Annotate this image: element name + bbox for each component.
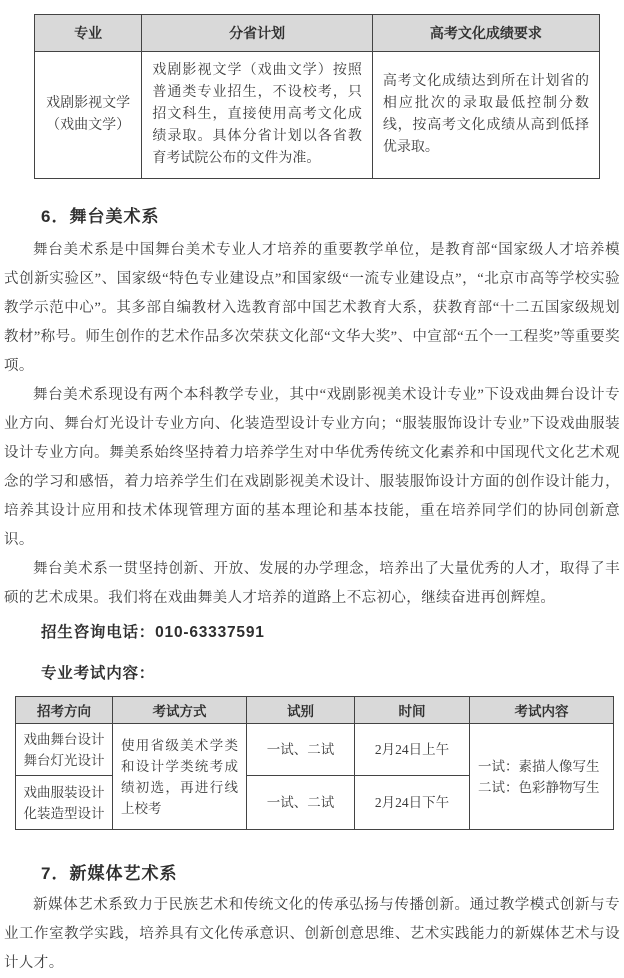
section-6-body <box>4 236 620 613</box>
section-6-paragraph-2: 舞台美术系现设有两个本科教学专业，其中“戏剧影视美术设计专业”下设戏曲舞台设计专业方向、舞台灯光设计专业方向、化装造型设计专业方向；“服装服饰设计专业”下设戏曲服装设计专业方向。舞美系始终坚持着力培养学生对中华优秀传统文化素养和中国现代文化艺术观念的学习和感悟，着力培养学生们在戏剧影视美术设计、服装服饰设计方面的创作设计能力，培养其设计应用和技术体现管理方面的基本理论和基本技能，重在培养同学们的协同创新意识。 <box>4 387 620 548</box>
direction-line: 戏曲舞台设计 <box>23 731 105 747</box>
cell-exam-round-2: 一试、二试 <box>247 776 355 830</box>
cell-time-2: 2月24日下午 <box>355 776 470 830</box>
section-7-paragraph-1: 新媒体艺术系致力于民族艺术和传统文化的传承弘扬与传播创新。通过教学模式创新与专业工作室教学实践，培养具有文化传承意识、创新创意思维、艺术实践能力的新媒体艺术与设计人才。 <box>4 897 620 971</box>
major-name-line1: 戏剧影视文学 <box>46 96 131 111</box>
admission-phone: 招生咨询电话：010-63337591 <box>41 624 265 641</box>
col-header-score-requirement: 高考文化成绩要求 <box>372 15 599 52</box>
col-header-exam-method: 考试方式 <box>113 697 247 724</box>
col-header-provincial-plan: 分省计划 <box>142 15 373 52</box>
col-header-exam-content: 考试内容 <box>470 697 614 724</box>
exam-table-row-1 <box>16 724 614 776</box>
cell-exam-method: 使用省级美术学类和设计学类统考成绩初选，再进行线上校考 <box>113 724 247 830</box>
exam-table-header-row <box>16 697 614 724</box>
cell-direction-2 <box>16 776 113 830</box>
table-row <box>35 52 600 179</box>
cell-exam-round-1: 一试、二试 <box>247 724 355 776</box>
cell-score-requirement: 高考文化成绩达到所在计划省的相应批次的录取最低控制分数线，按高考文化成绩从高到低择优录取。 <box>372 52 599 179</box>
col-header-time: 时间 <box>355 697 470 724</box>
direction-line: 戏曲服装设计 <box>23 784 105 800</box>
provincial-plan-table <box>34 14 600 179</box>
section-6-paragraph-3: 舞台美术系一贯坚持创新、开放、发展的办学理念，培养出了大量优秀的人才，取得了丰硕的艺术成果。我们将在戏曲舞美人才培养的道路上不忘初心，继续奋进再创辉煌。 <box>4 561 620 606</box>
col-header-direction: 招考方向 <box>16 697 113 724</box>
cell-time-1: 2月24日上午 <box>355 724 470 776</box>
section-6-title: 6．舞台美术系 <box>41 207 160 226</box>
table-header-row <box>35 15 600 52</box>
col-header-exam-round: 试别 <box>247 697 355 724</box>
direction-line: 舞台灯光设计 <box>23 752 105 768</box>
cell-major <box>35 52 142 179</box>
cell-exam-content <box>470 724 614 830</box>
major-name-line2: （戏曲文学） <box>46 118 131 133</box>
exam-content-line2: 二试：色彩静物写生 <box>478 779 600 795</box>
exam-content-label: 专业考试内容： <box>41 665 156 682</box>
section-7-title: 7．新媒体艺术系 <box>41 864 178 883</box>
section-6-paragraph-1: 舞台美术系是中国舞台美术专业人才培养的重要教学单位，是教育部“国家级人才培养模式创新实验区”、国家级“特色专业建设点”和国家级“一流专业建设点”，“北京市高等学校实验教学示范中心”。其多部自编教材入选教育部中国艺术教育大系，获教育部“十二五国家级规划教材”称号。师生创作的艺术作品多次荣获文化部“文华大奖”、中宣部“五个一工程奖”等重要奖项。 <box>4 242 620 374</box>
exam-content-line1: 一试：素描人像写生 <box>478 758 600 774</box>
cell-direction-1 <box>16 724 113 776</box>
col-header-major: 专业 <box>35 15 142 52</box>
exam-schedule-table <box>15 696 614 830</box>
cell-provincial-plan: 戏剧影视文学（戏曲文学）按照普通类专业招生，不设校考，只招文科生，直接使用高考文化成绩录取。具体分省计划以各省教育考试院公布的文件为准。 <box>142 52 373 179</box>
direction-line: 化装造型设计 <box>23 805 105 821</box>
